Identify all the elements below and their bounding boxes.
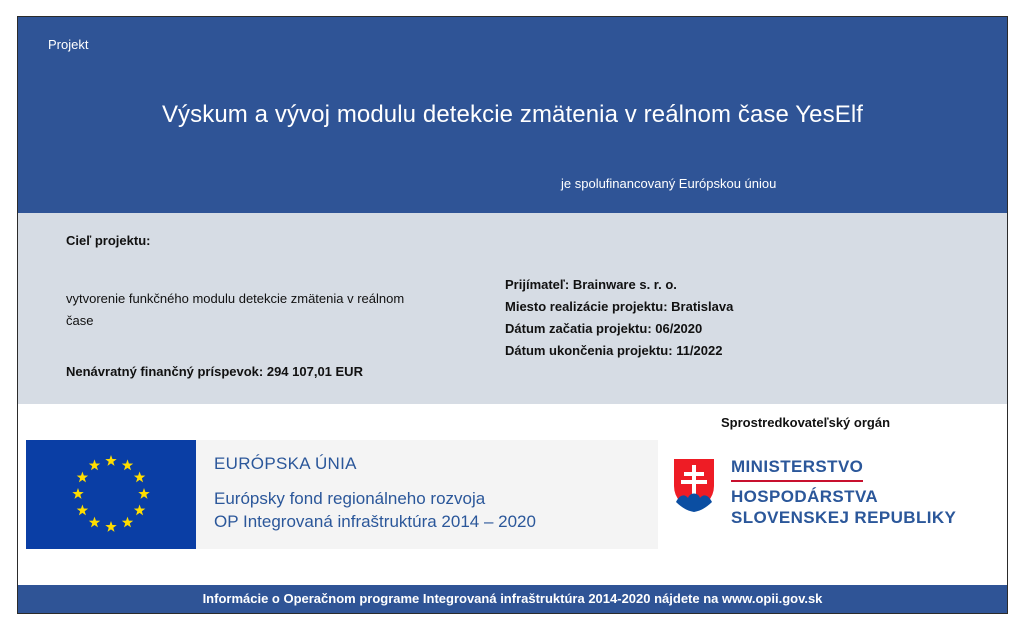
cofunded-note: je spolufinancovaný Európskou úniou: [561, 176, 777, 191]
detail-start-date: Dátum začatia projektu: 06/2020: [505, 321, 703, 336]
eu-star-icon: [105, 455, 116, 466]
ministry-logo-text: [731, 456, 956, 528]
eu-star-icon: [122, 517, 133, 528]
info-band: [18, 213, 1007, 404]
project-title: Výskum a vývoj modulu detekcie zmätenia v reálnom čase YesElf: [161, 101, 864, 128]
poster: [17, 16, 1008, 614]
eu-program-line: OP Integrovaná infraštruktúra 2014 – 2020: [214, 512, 536, 531]
project-details: [505, 274, 733, 362]
eu-program-block: [196, 440, 658, 549]
intermediary-label: Sprostredkovateľský orgán: [721, 415, 891, 430]
goal-text: vytvorenie funkčného modulu detekcie zmätenia v reálnom čase: [66, 291, 405, 328]
header-band: [18, 17, 1007, 213]
eu-star-icon: [134, 505, 145, 516]
eu-star-icon: [105, 521, 116, 532]
ministry-line-2: HOSPODÁRSTVA: [731, 487, 879, 506]
eu-star-icon: [89, 517, 100, 528]
detail-location: Miesto realizácie projektu: Bratislava: [505, 299, 734, 314]
detail-recipient: Prijímateľ: Brainware s. r. o.: [505, 277, 677, 292]
ministry-line-1: MINISTERSTVO: [731, 456, 863, 482]
detail-end-date: Dátum ukončenia projektu: 11/2022: [505, 343, 723, 358]
eu-star-icon: [89, 459, 100, 470]
eu-star-icon: [72, 488, 83, 499]
slovak-coat-of-arms-icon: [670, 456, 718, 514]
eu-fund-text: [214, 487, 536, 533]
grant-amount: Nenávratný finančný príspevok: 294 107,01 EUR: [66, 364, 363, 379]
project-label: Projekt: [48, 37, 89, 52]
goal-heading: Cieľ projektu:: [66, 233, 151, 248]
footer-info: Informácie o Operačnom programe Integrovaná infraštruktúra 2014-2020 nájdete na www.opii.gov.sk: [18, 585, 1007, 613]
eu-star-icon: [77, 472, 88, 483]
eu-star-icon: [122, 459, 133, 470]
eu-title: EURÓPSKA ÚNIA: [214, 454, 357, 473]
eu-star-icon: [134, 472, 145, 483]
eu-fund-line: Európsky fond regionálneho rozvoja: [214, 489, 486, 508]
eu-star-icon: [77, 505, 88, 516]
eu-star-icon: [138, 488, 149, 499]
eu-flag-icon: [26, 440, 196, 549]
logos-band: [18, 404, 1007, 587]
ministry-line-3: SLOVENSKEJ REPUBLIKY: [731, 508, 957, 527]
